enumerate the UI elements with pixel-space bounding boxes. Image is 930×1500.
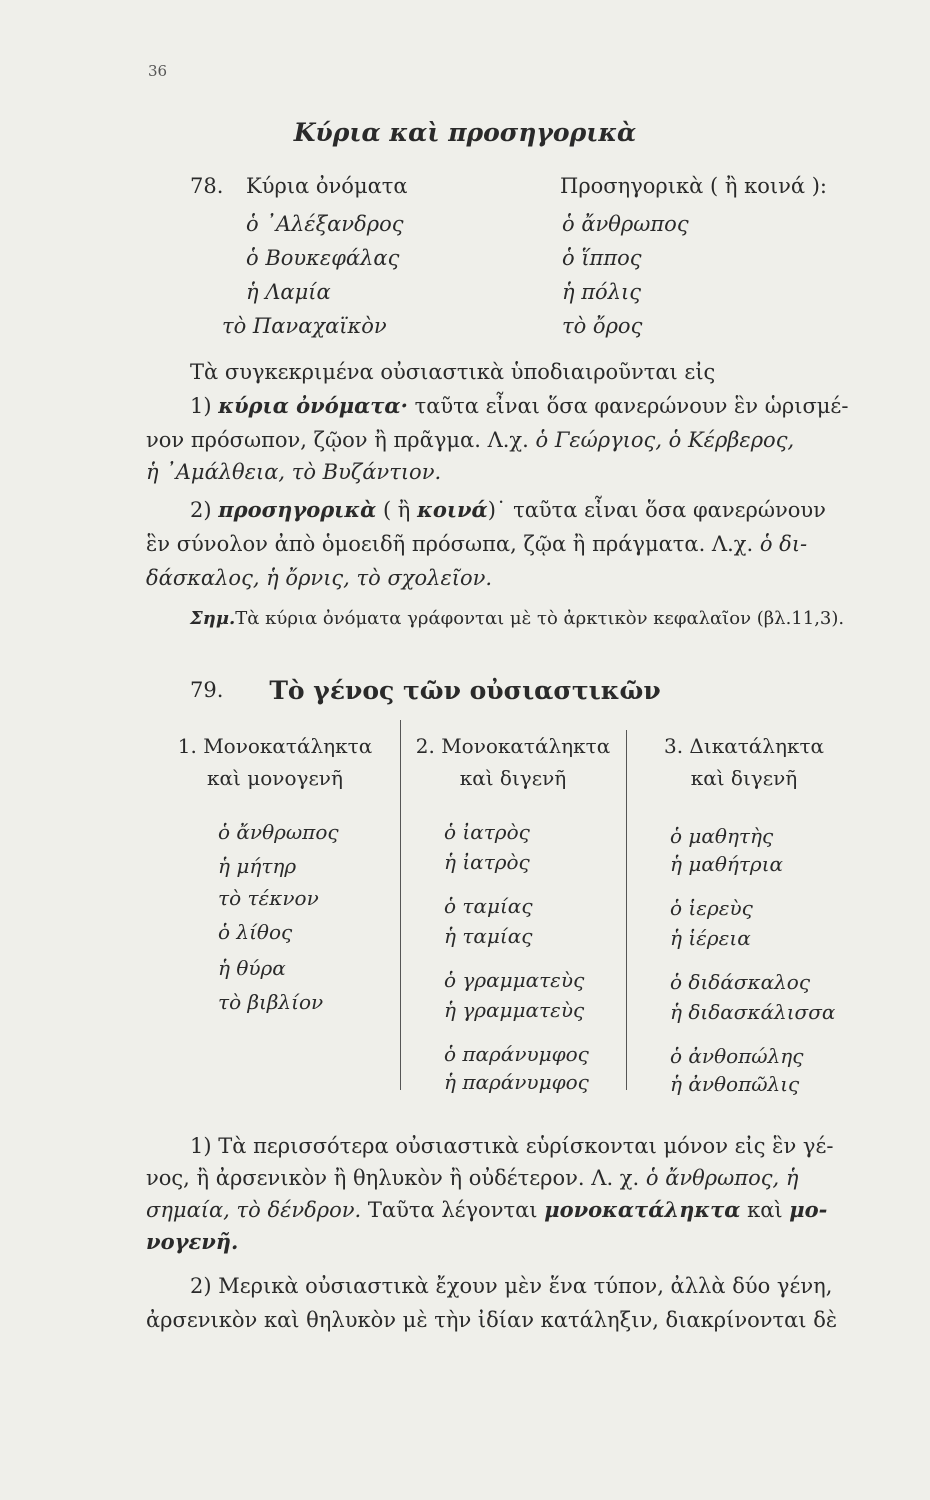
column-3-item: ἡ ἀνθοπῶλις [670,1072,800,1096]
note [190,608,844,629]
rule-1-line-3 [146,1194,827,1226]
column-1-item: ἡ θύρα [218,956,286,980]
rule-1-examples: ὁ ἄνθρωπος, ἡ [645,1166,799,1190]
paragraph-2-line-2 [146,528,807,560]
rule-2-line-1: 2) Μερικὰ οὐσιαστικὰ ἔχουν μὲν ἕνα τύπον, ἀλλὰ δύο γένη, [190,1274,833,1298]
common-nouns-heading: Προσηγορικὰ ( ἢ κοινά ): [560,174,827,198]
paragraph-1-line-1 [190,390,848,422]
rule-1-line-1: 1) Τὰ περισσότερα οὐσιαστικὰ εὑρίσκονται μόνον εἰς ἓν γέ- [190,1134,834,1158]
column-3-item: ὁ μαθητὴς [670,824,774,848]
rule-1-text: καὶ [747,1198,783,1222]
page-number: 36 [148,62,168,80]
paragraph-1-line-2 [146,424,794,456]
proper-nouns-heading: Κύρια ὀνόματα [246,174,408,198]
proper-noun-item: τὸ Παναχαϊκὸν [222,314,387,338]
column-2-item: ἡ ἰατρὸς [444,850,530,874]
common-noun-item: ὁ ἄνθρωπος [562,212,689,236]
column-3-head: 3. Δικατάληκτα [663,734,825,758]
paragraph-1-number: 1) [190,394,212,418]
column-3-item: ὁ ἱερεὺς [670,896,753,920]
paragraph-2-number: 2) [190,498,212,522]
paragraph-2-line-1 [190,494,826,526]
section-79-title: Τὸ γένος τῶν οὐσιαστικῶν [269,676,661,705]
column-2-item: ὁ παράνυμφος [444,1042,589,1066]
paragraph-1-text: νον πρόσωπον, ζῷον ἢ πρᾶγμα. Λ.χ. [146,428,529,452]
column-2-item: ὁ ταμίας [444,894,533,918]
proper-noun-item: ὁ Βουκεφάλας [246,246,400,270]
column-1-item: τὸ τέκνον [218,886,319,910]
paren-close: )˙ [487,498,507,522]
column-3-item: ἡ ἱέρεια [670,926,751,950]
column-2-item: ἡ γραμματεὺς [444,998,585,1022]
common-noun-item: ὁ ἵππος [562,246,642,270]
column-divider [626,730,627,1090]
column-2-head: 2. Μονοκατάληκτα [415,734,611,758]
rule-2-line-2: ἀρσενικὸν καὶ θηλυκὸν μὲ τὴν ἰδίαν κατάληξιν, διακρίνονται δὲ [146,1308,838,1332]
term-proper-names: κύρια ὀνόματα· [218,393,408,418]
proper-noun-item: ἡ Λαμία [246,280,331,304]
paragraph-2-examples: ὁ δι- [759,532,808,556]
column-3-item: ἡ διδασκάλισσα [670,1000,836,1024]
rule-1-examples: σημαία, τὸ δένδρον. [146,1198,362,1222]
paragraph-1-line-3: ἡ ᾿Αμάλθεια, τὸ Βυζάντιον. [146,460,442,484]
paragraph-2-line-3: δάσκαλος, ἡ ὄρνις, τὸ σχολεῖον. [146,566,493,590]
intro-paragraph: Τὰ συγκεκριμένα οὐσιαστικὰ ὑποδιαιροῦνται εἰς [190,360,716,384]
column-1-item: ὁ ἄνθρωπος [218,820,339,844]
paragraph-2-text: ἓν σύνολον ἀπὸ ὁμοειδῆ πρόσωπα, ζῷα ἢ πράγματα. Λ.χ. [146,532,754,556]
paragraph-2-text: ταῦτα εἶναι ὅσα φανερώνουν [513,498,826,522]
note-label: Σημ. [190,608,236,629]
term-common: κοινά [417,497,488,522]
note-text: Τὰ κύρια ὀνόματα γράφονται μὲ τὸ ἀρκτικὸν κεφαλαῖον (βλ.11,3). [235,608,845,629]
paragraph-1-examples: ὁ Γεώργιος, ὁ Κέρβερος, [535,428,795,452]
term-monogenous-start: μο- [789,1197,828,1222]
column-1-head: 1. Μονοκατάληκτα [177,734,373,758]
column-2-item: ἡ ταμίας [444,924,533,948]
proper-noun-item: ὁ ᾿Αλέξανδρος [246,212,404,236]
rule-1-text: Ταῦτα λέγονται [367,1198,538,1222]
column-3-item: ὁ διδάσκαλος [670,970,811,994]
column-2-item: ὁ ἰατρὸς [444,820,530,844]
section-number-78: 78. [190,174,224,198]
column-1-subhead: καὶ μονογενῆ [207,766,343,790]
column-1-item: τὸ βιβλίον [218,990,324,1014]
column-2-subhead: καὶ διγενῆ [459,766,567,790]
rule-1-text: νος, ἢ ἀρσενικὸν ἢ θηλυκὸν ἢ οὐδέτερον. Λ. χ. [146,1166,640,1190]
term-monogenous-end: νογενῆ. [146,1229,239,1254]
column-1-item: ἡ μήτηρ [218,854,297,878]
rule-1-line-2 [146,1162,798,1194]
column-3-subhead: καὶ διγενῆ [690,766,798,790]
paren-open: ( ἢ [382,498,411,522]
column-2-item: ἡ παράνυμφος [444,1070,589,1094]
column-3-item: ὁ ἀνθοπώλης [670,1044,804,1068]
column-2-item: ὁ γραμματεὺς [444,968,585,992]
term-monocatalectic: μονοκατάληκτα [544,1197,741,1222]
column-3-item: ἡ μαθήτρια [670,852,784,876]
common-noun-item: τὸ ὄρος [562,314,643,338]
section-title: Κύρια καὶ προσηγορικὰ [293,118,637,147]
column-divider [400,720,401,1090]
common-noun-item: ἡ πόλις [562,280,642,304]
section-number-79: 79. [190,678,224,702]
term-common-nouns: προσηγορικὰ [218,497,377,522]
paragraph-1-text: ταῦτα εἶναι ὅσα φανερώνουν ἓν ὡρισμέ- [414,394,849,418]
column-1-item: ὁ λίθος [218,920,293,944]
